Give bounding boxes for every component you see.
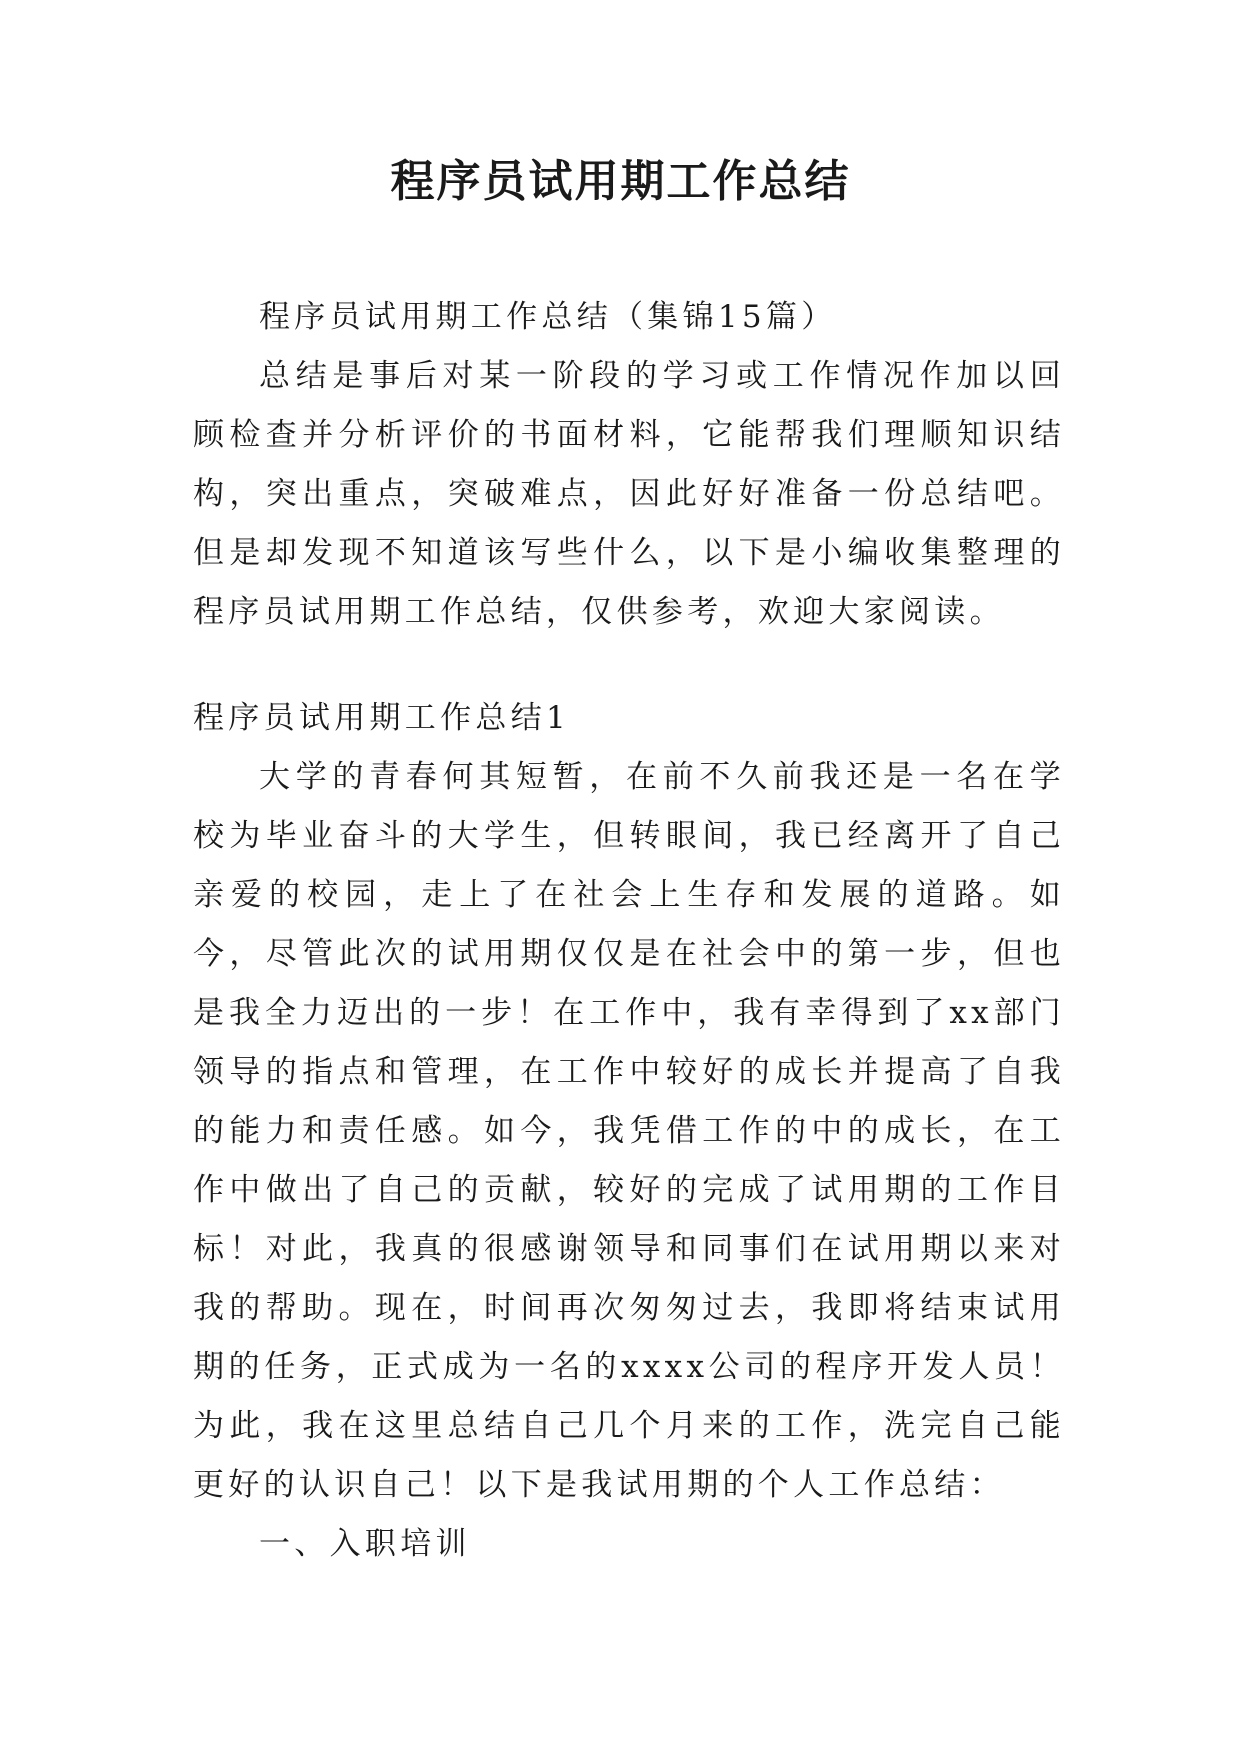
body-paragraph: 大学的青春何其短暂，在前不久前我还是一名在学校为毕业奋斗的大学生，但转眼间，我已经离开了自己亲爱的校园，走上了在社会上生存和发展的道路。如今，尽管此次的试用期仅仅是在社会中的第一步，但也是我全力迈出的一步！在工作中，我有幸得到了xx部门领导的指点和管理，在工作中较好的成长并提高了自我的能力和责任感。如今，我凭借工作的中的成长，在工作中做出了自己的贡献，较好的完成了试用期的工作目标！对此，我真的很感谢领导和同事们在试用期以来对我的帮助。现在，时间再次匆匆过去，我即将结束试用期的任务，正式成为一名的xxxx公司的程序开发人员！为此，我在这里总结自己几个月来的工作，洗完自己能更好的认识自己！以下是我试用期的个人工作总结：: [193, 759, 1065, 1503]
intro-paragraph: 总结是事后对某一阶段的学习或工作情况作加以回顾检查并分析评价的书面材料，它能帮我们理顺知识结构，突出重点，突破难点，因此好好准备一份总结吧。但是却发现不知道该写些什么，以下是小编收集整理的程序员试用期工作总结，仅供参考，欢迎大家阅读。: [193, 358, 1065, 630]
section-title: 程序员试用期工作总结1: [193, 700, 571, 736]
subtitle-paragraph: 程序员试用期工作总结（集锦15篇）: [259, 299, 837, 335]
document-title: 程序员试用期工作总结: [390, 156, 851, 207]
subheading-paragraph: 一、入职培训: [259, 1526, 471, 1562]
document-body: [193, 288, 1065, 1574]
